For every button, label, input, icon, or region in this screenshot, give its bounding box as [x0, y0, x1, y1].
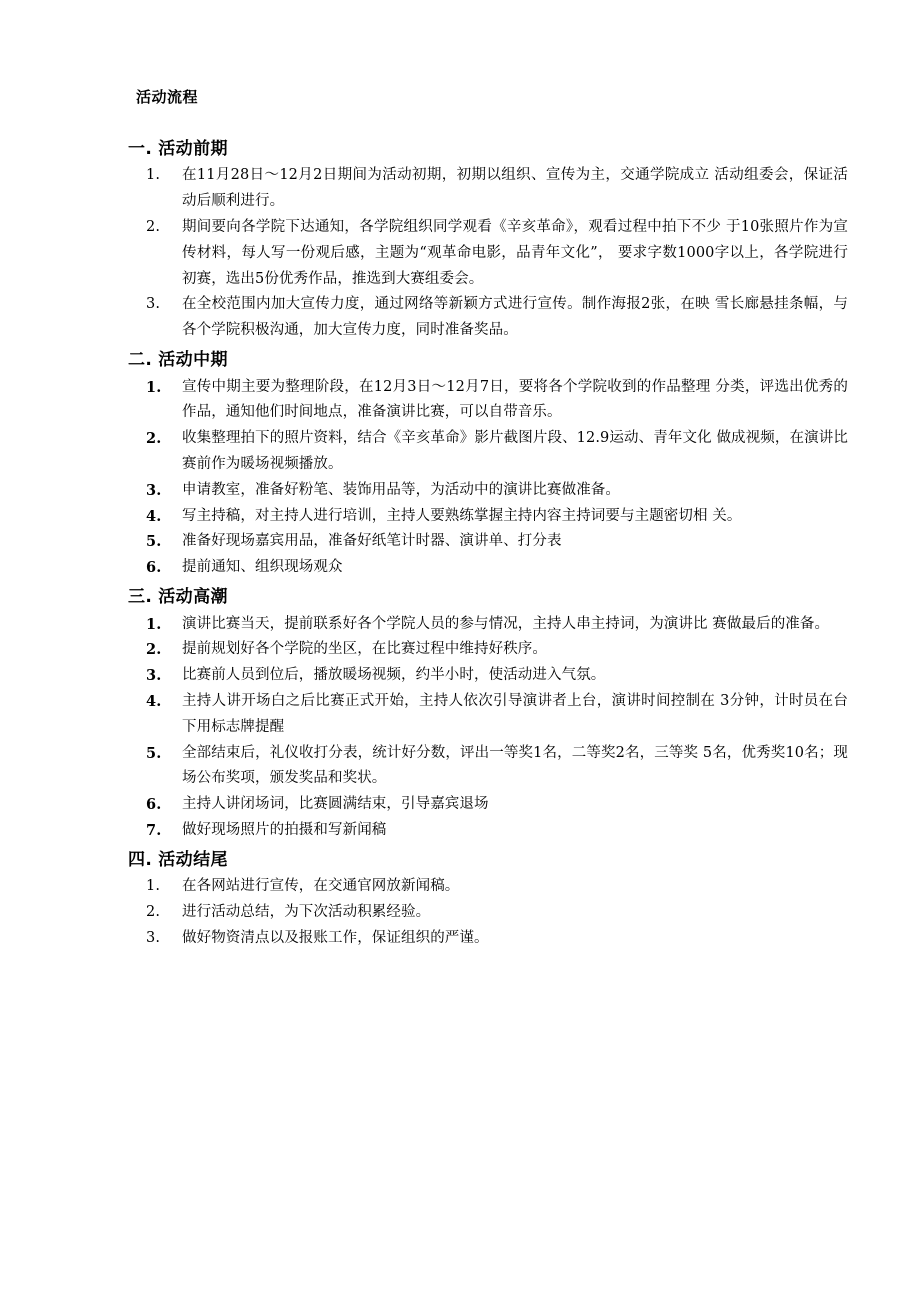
list-item: [136, 292, 848, 344]
list-item: [136, 163, 848, 215]
list-item-text: 在各网站进行宣传，在交通官网放新闻稿。: [182, 878, 460, 895]
list-item-text: 做好现场照片的拍摄和写新闻稿: [182, 822, 387, 838]
list-item-text: 期间要向各学院下达通知，各学院组织同学观看《辛亥革命》，观看过程中拍下不少 于10张照片作为宣传材料，每人写一份观后感，主题为“观革命电影，品青年文化”， 要求字数1000字以上，各学院进行初赛，选出5份优秀作品，推选到大赛组委会。: [182, 218, 848, 287]
list-item-text: 收集整理拍下的照片资料，结合《辛亥革命》影片截图片段、12.9运动、青年文化 做成视频，在演讲比赛前作为暖场视频播放。: [182, 430, 848, 472]
section-number: 二.: [128, 349, 153, 370]
section-number: 三.: [128, 586, 153, 607]
list-item-marker: 2.: [146, 430, 162, 448]
list-item-marker: 3.: [146, 930, 161, 947]
list-item-marker: 6.: [146, 559, 162, 577]
list-item-text: 申请教室，准备好粉笔、装饰用品等，为活动中的演讲比赛做准备。: [182, 481, 620, 498]
list-item-marker: 1.: [146, 378, 162, 396]
list-item: [136, 900, 848, 926]
list-item: [136, 874, 848, 900]
list-item-marker: 3.: [146, 667, 162, 685]
list-item-text: 提前通知、组织现场观众: [182, 559, 343, 576]
list-item: [136, 637, 848, 663]
list-item-marker: 7.: [146, 822, 162, 839]
list-item-text: 提前规划好各个学院的坐区，在比赛过程中维持好秩序。: [182, 641, 547, 658]
list-item-marker: 2.: [146, 218, 161, 235]
list-item-text: 主持人讲闭场词，比赛圆满结束，引导嘉宾退场: [182, 796, 489, 813]
list-item-marker: 4.: [146, 693, 162, 711]
page-title: 活动流程: [136, 88, 199, 106]
list-item: [136, 478, 848, 504]
list-item-text: 进行活动总结，为下次活动积累经验。: [182, 904, 431, 921]
sections-container: [128, 137, 848, 952]
list-item: [136, 215, 848, 292]
section-heading-label: 活动前期: [158, 138, 228, 159]
section-heading: [128, 848, 848, 873]
section-number: 四.: [128, 849, 153, 870]
list-item-text: 比赛前人员到位后，播放暖场视频，约半小时，使活动进入气氛。: [182, 667, 606, 684]
list-item: [136, 555, 848, 581]
list-item-marker: 3.: [146, 296, 161, 313]
list-item-text: 在11月28日～12月2日期间为活动初期，初期以组织、宣传为主，交通学院成立 活动组委会，保证活动后顺利进行。: [182, 167, 848, 210]
section-step-list: [136, 163, 848, 344]
list-item-text: 主持人讲开场白之后比赛正式开始，主持人依次引导演讲者上台，演讲时间控制在 3分钟，计时员在台下用标志牌提醒: [182, 693, 848, 735]
list-item: [136, 926, 848, 952]
list-item: [136, 426, 848, 478]
list-item-marker: 2.: [146, 641, 162, 659]
list-item-text: 全部结束后，礼仪收打分表，统计好分数，评出一等奖1名，二等奖2名，三等奖 5名，优秀奖10名；现场公布奖项，颁发奖品和奖状。: [182, 744, 848, 787]
list-item: [136, 504, 848, 530]
document-section: [128, 848, 848, 952]
list-item: [136, 792, 848, 818]
list-item-marker: 1.: [146, 615, 162, 633]
list-item: [136, 612, 848, 638]
section-heading: [128, 585, 848, 610]
list-item-text: 做好物资清点以及报账工作，保证组织的严谨。: [182, 930, 489, 947]
list-item-marker: 5.: [146, 533, 162, 551]
section-step-list: [136, 375, 848, 581]
list-item-marker: 2.: [146, 904, 161, 921]
list-item-text: 演讲比赛当天，提前联系好各个学院人员的参与情况，主持人串主持词，为演讲比 赛做最后的准备。: [182, 615, 830, 632]
section-heading: [128, 137, 848, 162]
list-item: [136, 529, 848, 555]
list-item-text: 准备好现场嘉宾用品，准备好纸笔计时器、演讲单、打分表: [182, 533, 562, 550]
list-item-marker: 6.: [146, 796, 162, 814]
list-item-marker: 1.: [146, 878, 161, 895]
list-item: [136, 375, 848, 427]
section-step-list: [136, 874, 848, 951]
section-step-list: [136, 612, 848, 844]
section-heading-label: 活动高潮: [158, 586, 228, 607]
list-item: [136, 663, 848, 689]
list-item-text: 写主持稿，对主持人进行培训，主持人要熟练掌握主持内容主持词要与主题密切相 关。: [182, 507, 742, 524]
section-heading-label: 活动结尾: [158, 849, 228, 870]
list-item: [136, 818, 848, 844]
document-section: [128, 585, 848, 844]
list-item-marker: 4.: [146, 507, 162, 525]
list-item: [136, 689, 848, 741]
document-section: [128, 137, 848, 344]
list-item-marker: 5.: [146, 744, 162, 762]
list-item: [136, 741, 848, 793]
list-item-text: 宣传中期主要为整理阶段，在12月3日～12月7日，要将各个学院收到的作品整理 分类，评选出优秀的作品，通知他们时间地点，准备演讲比赛，可以自带音乐。: [182, 378, 848, 421]
list-item-marker: 3.: [146, 481, 162, 499]
section-heading: [128, 348, 848, 373]
section-number: 一.: [128, 138, 153, 159]
document-section: [128, 348, 848, 581]
section-heading-label: 活动中期: [158, 349, 228, 370]
list-item-marker: 1.: [146, 167, 161, 184]
list-item-text: 在全校范围内加大宣传力度，通过网络等新颖方式进行宣传。制作海报2张，在映 雪长廊悬挂条幅，与各个学院积极沟通，加大宣传力度，同时准备奖品。: [182, 296, 848, 339]
